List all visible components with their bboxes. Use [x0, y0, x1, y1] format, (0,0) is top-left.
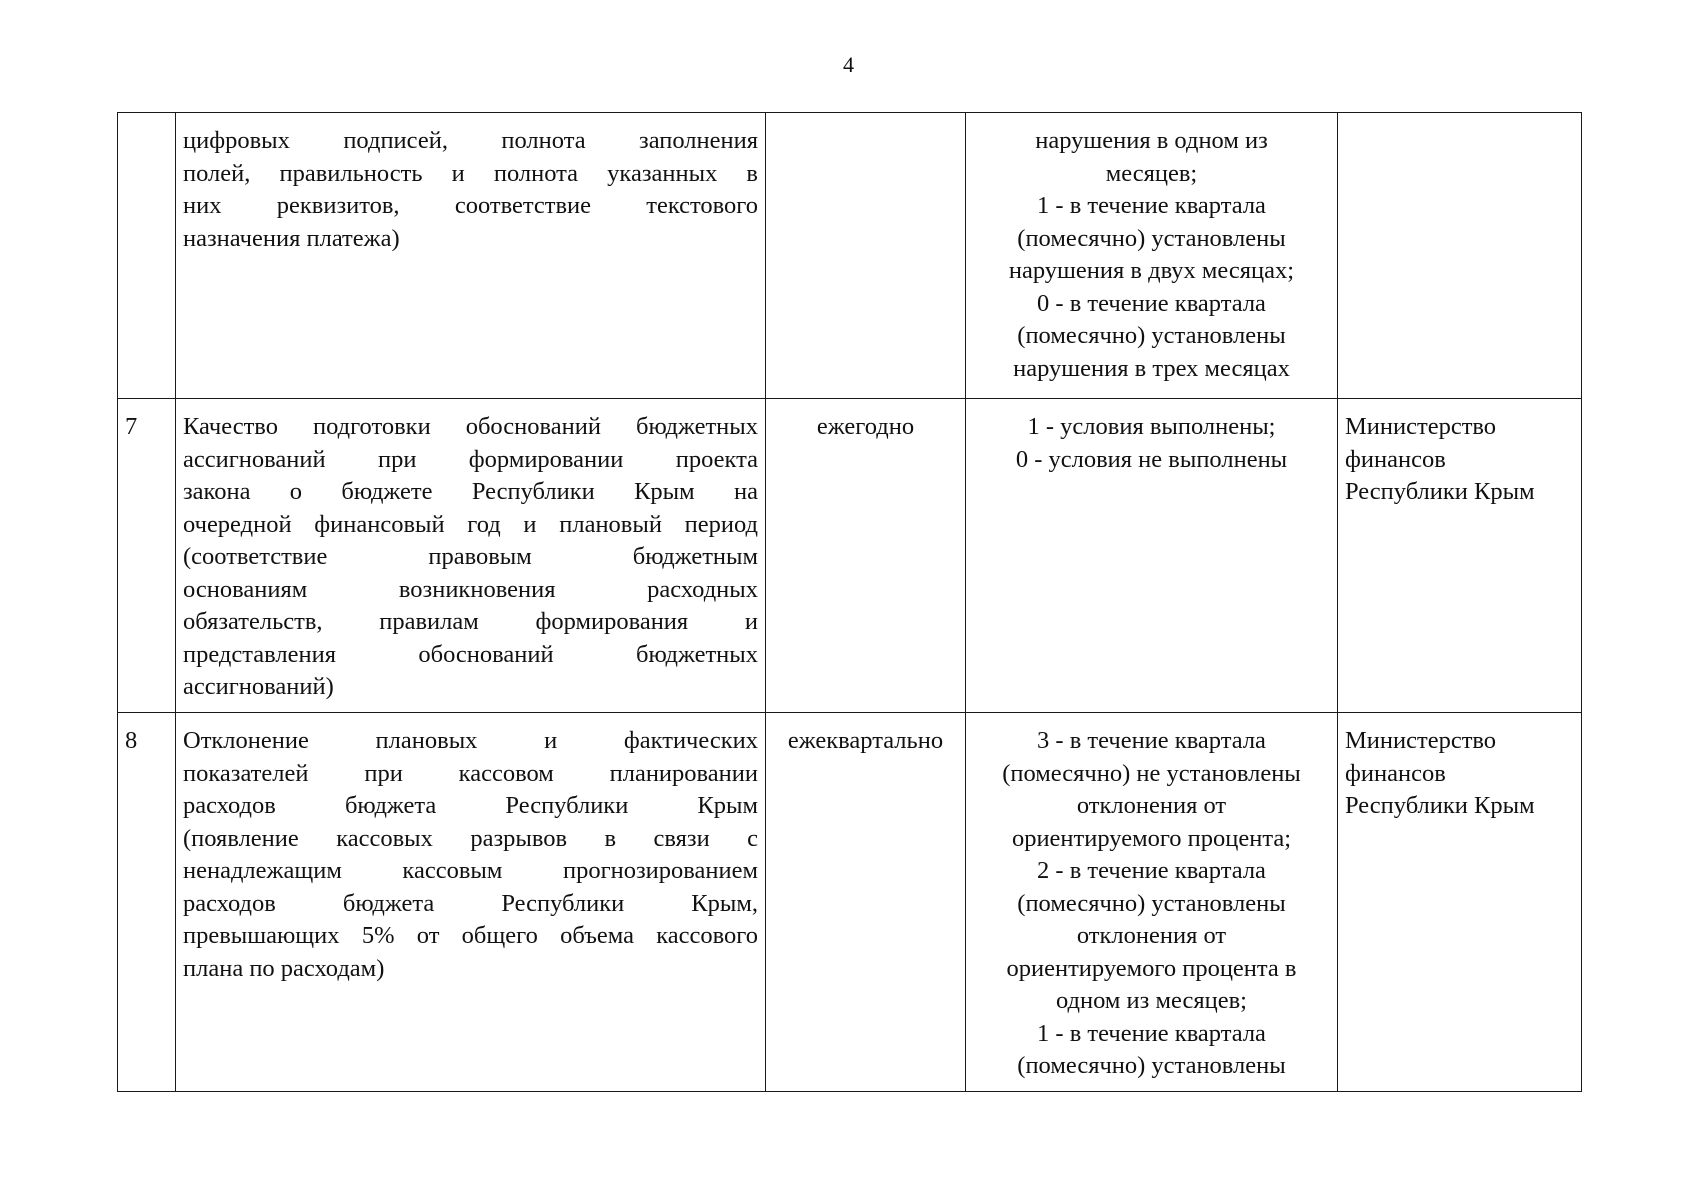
- score-cell: [966, 113, 1338, 399]
- score-cell: [966, 713, 1338, 1092]
- score-cell: [966, 399, 1338, 713]
- description-line: них реквизитов, соответствие текстового: [183, 192, 758, 219]
- description-line: Отклонение плановых и фактических: [183, 727, 758, 754]
- row-number-cell: [118, 113, 176, 399]
- table-row: [118, 399, 1582, 713]
- frequency-cell: ежегодно: [766, 399, 966, 713]
- description-line: ассигнований при формировании проекта: [183, 445, 758, 473]
- score-line: одном из месяцев;: [1056, 987, 1247, 1014]
- score-line: (помесячно) установлены: [1017, 889, 1286, 917]
- row-number-cell: 7: [118, 399, 176, 713]
- description-cell: [176, 113, 766, 399]
- description-line: очередной финансовый год и плановый период: [183, 510, 758, 538]
- responsible-cell: [1338, 113, 1582, 399]
- score-line: ориентируемого процента;: [1011, 824, 1292, 852]
- criteria-table: [117, 112, 1582, 1092]
- description-line: расходов бюджета Республики Крым: [183, 792, 758, 819]
- score-line: ориентируемого процента в: [1006, 954, 1297, 982]
- description-line: (соответствие правовым бюджетным: [183, 543, 758, 570]
- table-row: [118, 113, 1582, 399]
- table-row: [118, 713, 1582, 1092]
- frequency-cell: [766, 113, 966, 399]
- score-line: отклонения от: [1076, 792, 1227, 819]
- score-line: 1 - в течение квартала: [1037, 1019, 1266, 1047]
- score-line: (помесячно) установлены: [1017, 322, 1286, 349]
- row-number-cell: 8: [118, 713, 176, 1092]
- description-line: ассигнований): [183, 673, 334, 700]
- responsible-cell: [1338, 713, 1582, 1092]
- score-line: 0 - условия не выполнены: [1015, 445, 1288, 473]
- description-line: представления обоснований бюджетных: [183, 640, 758, 668]
- score-line: 1 - условия выполнены;: [1027, 413, 1276, 440]
- description-cell: [176, 713, 766, 1092]
- score-line: 1 - в течение квартала: [1037, 192, 1266, 219]
- description-cell: [176, 399, 766, 713]
- score-line: отклонения от: [1076, 922, 1227, 949]
- responsible-line: Республики Крым: [1345, 792, 1535, 819]
- description-line: превышающих 5% от общего объема кассового: [183, 922, 758, 949]
- score-line: нарушения в трех месяцах: [1013, 354, 1290, 382]
- page-number: 4: [843, 52, 854, 77]
- score-line: 2 - в течение квартала: [1037, 857, 1266, 884]
- description-line: цифровых подписей, полнота заполнения: [183, 127, 758, 154]
- description-line: закона о бюджете Республики Крым на: [183, 478, 758, 505]
- score-line: (помесячно) не установлены: [1002, 759, 1301, 787]
- score-line: (помесячно) установлены: [1017, 224, 1286, 252]
- description-line: расходов бюджета Республики Крым,: [183, 889, 758, 917]
- score-line: (помесячно) установлены: [1017, 1052, 1286, 1079]
- description-line: ненадлежащим кассовым прогнозированием: [183, 857, 758, 884]
- responsible-cell: [1338, 399, 1582, 713]
- responsible-line: Министерство: [1345, 727, 1497, 754]
- score-line: нарушения в одном из: [1035, 127, 1268, 154]
- score-line: 0 - в течение квартала: [1037, 289, 1266, 317]
- description-line: Качество подготовки обоснований бюджетных: [183, 413, 758, 440]
- score-line: нарушения в двух месяцах;: [1008, 257, 1295, 284]
- score-line: месяцев;: [1105, 159, 1198, 187]
- description-line: обязательств, правилам формирования и: [183, 608, 758, 635]
- responsible-line: Министерство: [1345, 413, 1497, 440]
- description-line: показателей при кассовом планировании: [183, 759, 758, 787]
- description-line: назначения платежа): [183, 224, 400, 252]
- frequency-cell: ежеквартально: [766, 713, 966, 1092]
- description-line: полей, правильность и полнота указанных в: [183, 159, 758, 187]
- description-line: плана по расходам): [183, 954, 385, 982]
- responsible-line: финансов: [1345, 445, 1446, 473]
- description-line: основаниям возникновения расходных: [183, 575, 758, 603]
- responsible-line: Республики Крым: [1345, 478, 1535, 505]
- score-line: 3 - в течение квартала: [1037, 727, 1266, 754]
- responsible-line: финансов: [1345, 759, 1446, 787]
- description-line: (появление кассовых разрывов в связи с: [183, 824, 758, 852]
